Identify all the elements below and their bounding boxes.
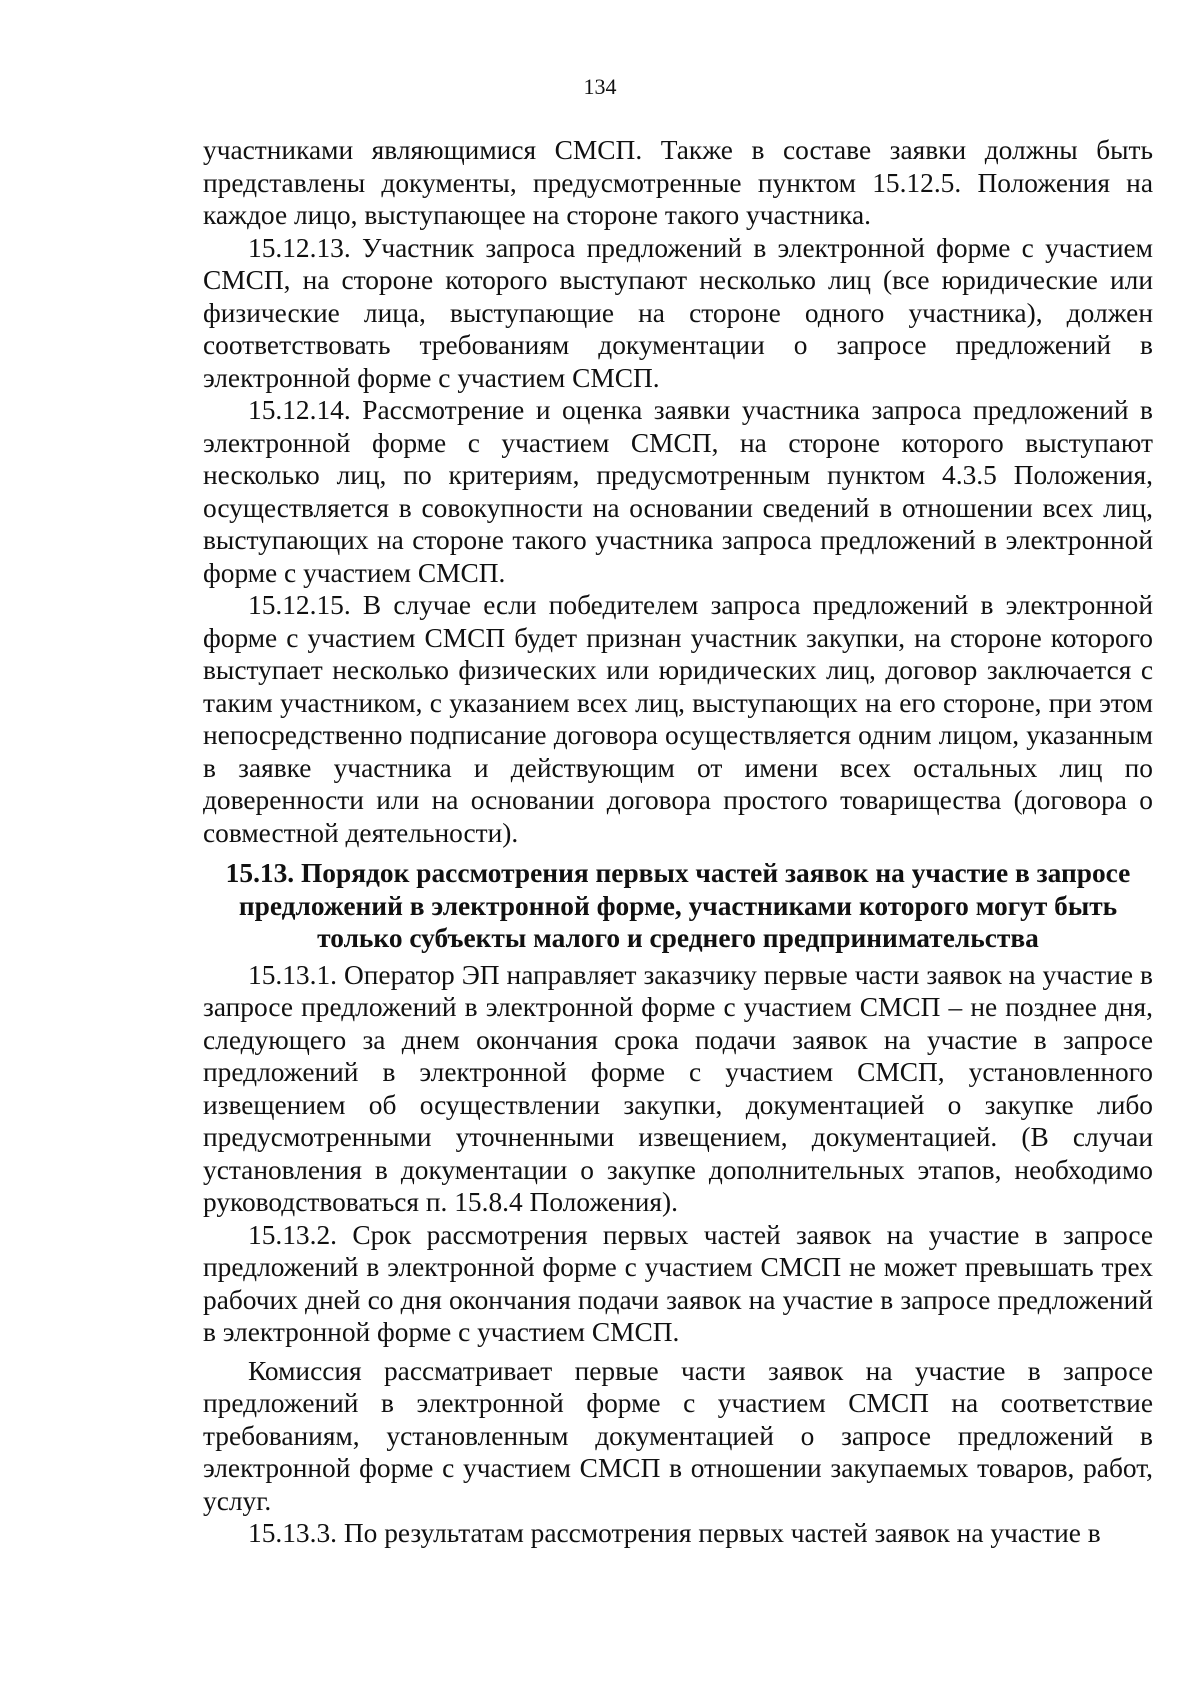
paragraph-15-13-1: 15.13.1. Оператор ЭП направляет заказчику первые части заявок на участие в запросе предложений в электронной форме с участием СМСП – не позднее дня, следующего за днем окончания срока подачи заявок на участие в запросе предложений в электронной форме с участием СМСП, установленного извещением об осуществлении закупки, документацией о закупке либо предусмотренными уточненными извещением, документацией. (В случаи установления в документации о закупке дополнительных этапов, необходимо руководствоваться п. 15.8.4 Положения). [203, 959, 1153, 1217]
paragraph-continuation: участниками являющимися СМСП. Также в составе заявки должны быть представлены документы, предусмотренные пунктом 15.12.5. Положения на каждое лицо, выступающее на стороне такого участника. [203, 135, 1153, 230]
page-number: 134 [583, 74, 617, 99]
paragraph-15-13-3: 15.13.3. По результатам рассмотрения первых частей заявок на участие в [248, 1518, 1101, 1548]
section-heading-15-13: 15.13. Порядок рассмотрения первых частей заявок на участие в запросе предложений в электронной форме, участниками которого могут быть только субъекты малого и среднего предпринимательства [225, 858, 1131, 953]
page-content [203, 134, 1153, 1550]
paragraph-commission: Комиссия рассматривает первые части заявок на участие в запросе предложений в электронной форме с участием СМСП на соответствие требованиям, установленным документацией о запросе предложений в электронной форме с участием СМСП в отношении закупаемых товаров, работ, услуг. [203, 1355, 1153, 1516]
paragraph-15-12-13: 15.12.13. Участник запроса предложений в электронной форме с участием СМСП, на стороне которого выступают несколько лиц (все юридические или физические лица, выступающие на стороне одного участника), должен соответствовать требованиям документации о запросе предложений в электронной форме с участием СМСП. [203, 232, 1153, 393]
paragraph-15-13-2: 15.13.2. Срок рассмотрения первых частей заявок на участие в запросе предложений в электронной форме с участием СМСП не может превышать трех рабочих дней со дня окончания подачи заявок на участие в запросе предложений в электронной форме с участием СМСП. [203, 1219, 1153, 1347]
paragraph-15-12-15: 15.12.15. В случае если победителем запроса предложений в электронной форме с участием СМСП будет признан участник закупки, на стороне которого выступает несколько физических или юридических лиц, договор заключается с таким участником, с указанием всех лиц, выступающих на его стороне, при этом непосредственно подписание договора осуществляется одним лицом, указанным в заявке участника и действующим от имени всех остальных лиц по доверенности или на основании договора простого товарищества (договора о совместной деятельности). [203, 590, 1153, 848]
paragraph-15-12-14: 15.12.14. Рассмотрение и оценка заявки участника запроса предложений в электронной форме с участием СМСП, на стороне которого выступают несколько лиц, по критериям, предусмотренным пунктом 4.3.5 Положения, осуществляется в совокупности на основании сведений в отношении всех лиц, выступающих на стороне такого участника запроса предложений в электронной форме с участием СМСП. [203, 395, 1153, 588]
